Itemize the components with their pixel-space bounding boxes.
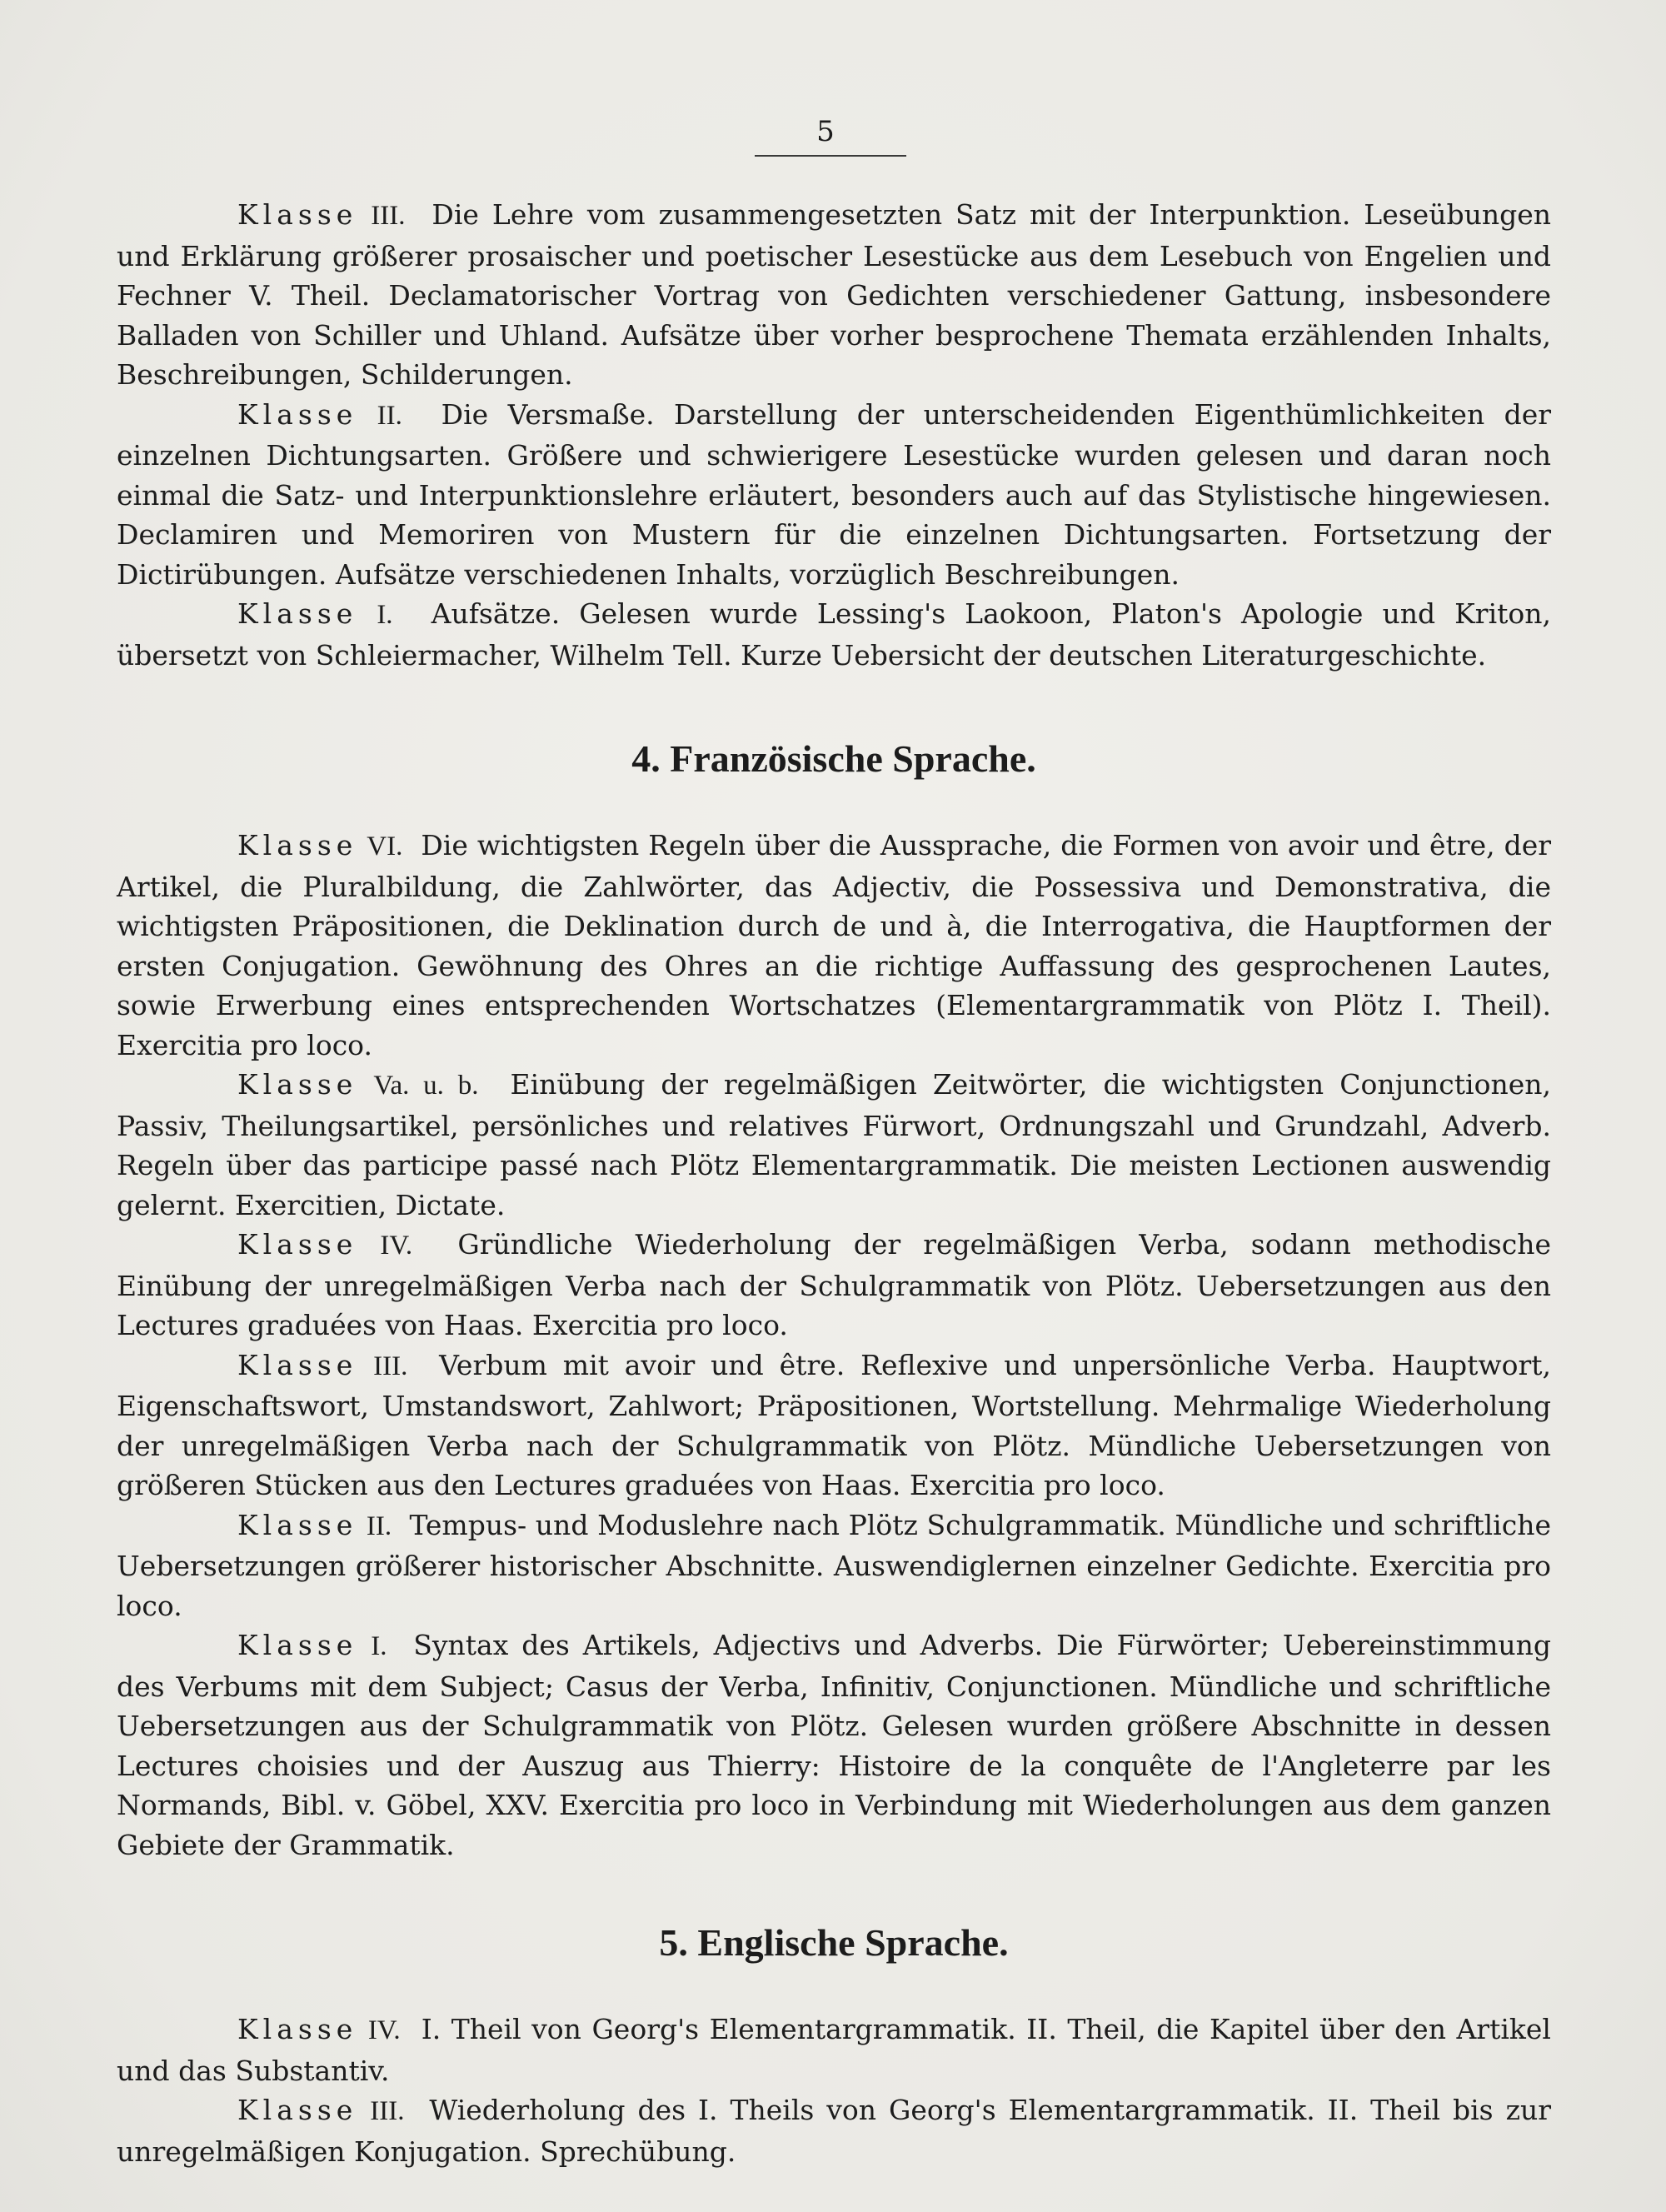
paragraph-english-klasse-iv: Klasse IV. I. Theil von Georg's Elementargrammatik. II. Theil, die Kapitel über den Artikel und das Substantiv. — [117, 2013, 1551, 2087]
paragraph-french-klasse-vi: Klasse VI. Die wichtigsten Regeln über die Aussprache, die Formen von avoir und être, der Artikel, die Pluralbildung, die Zahlwörter, das Adjectiv, die Possessiva und Demonstrativa, die wichtigsten Präpositionen, die Deklination durch de und à, die Interrogativa, die Hauptformen der ersten Conjugation. Gewöhnung des Ohres an die richtige Auffassung des gesprochenen Lautes, sowie Erwerbung eines entsprechenden Wortschatzes (Elementargrammatik von Plötz I. Theil). Exercitia pro loco. — [117, 829, 1551, 1061]
paragraph-deutsch-klasse-i: Klasse I. Aufsätze. Gelesen wurde Lessing's Laokoon, Platon's Apologie und Kriton, übersetzt von Schleiermacher, Wilhelm Tell. Kurze Uebersicht der deutschen Literaturgeschichte. — [117, 597, 1551, 672]
paragraph-french-klasse-iv: Klasse IV. Gründliche Wiederholung der regelmäßigen Verba, sodann methodische Einübung der unregelmäßigen Verba nach der Schulgrammatik von Plötz. Uebersetzungen aus den Lectures graduées von Haas. Exercitia pro loco. — [117, 1228, 1552, 1341]
page-content — [117, 195, 1551, 2171]
paragraph-deutsch-klasse-ii: Klasse II. Die Versmaße. Darstellung der unterscheidenden Eigenthümlichkeiten der einzelnen Dichtungsarten. Größere und schwierigere Lesestücke wurden gelesen und daran noch einmal die Satz- und Interpunktionslehre erläutert, besonders auch auf das Stylistische hingewiesen. Declamiren und Memoriren von Mustern für die einzelnen Dichtungsarten. Fortsetzung der Dictirübungen. Aufsätze verschiedenen Inhalts, vorzüglich Beschreibungen. — [117, 397, 1552, 591]
paragraph-deutsch-klasse-iii: Klasse III. Die Lehre vom zusammengesetzten Satz mit der Interpunktion. Leseübungen und Erklärung größerer prosaischer und poetischer Lesestücke aus dem Lesebuch von Engelien und Fechner V. Theil. Declamatorischer Vortrag von Gedichten verschiedener Gattung, insbesondere Balladen von Schiller und Uhland. Aufsätze über vorher besprochene Themata erzählenden Inhalts, Beschreibungen, Schilderungen. — [117, 198, 1551, 391]
page-number: 5 — [816, 115, 835, 148]
paragraph-french-klasse-ii: Klasse II. Tempus- und Moduslehre nach Plötz Schulgrammatik. Mündliche und schriftliche Uebersetzungen größerer historischer Abschnitte. Auswendiglernen einzelner Gedichte. Exercitia pro loco. — [117, 1508, 1551, 1622]
paragraph-french-klasse-i: Klasse I. Syntax des Artikels, Adjectivs und Adverbs. Die Fürwörter; Uebereinstimmung des Verbums mit dem Subject; Casus der Verba, Infinitiv, Conjunctionen. Mündliche und schriftliche Uebersetzungen aus der Schulgrammatik von Plötz. Gelesen wurden größere Abschnitte in dessen Lectures choisies und der Auszug aus Thierry: Histoire de la conquête de l'Angleterre par les Normands, Bibl. v. Göbel, XXV. Exercitia pro loco in Verbindung mit Wiederholungen aus dem ganzen Gebiete der Grammatik. — [117, 1629, 1551, 1861]
section-heading-english: 5. Englische Sprache. — [659, 1921, 1009, 1964]
paragraph-french-klasse-iii: Klasse III. Verbum mit avoir und être. Reflexive und unpersönliche Verba. Hauptwort, Eigenschaftswort, Umstandswort, Zahlwort; Präpositionen, Wortstellung. Mehrmalige Wiederholung der unregelmäßigen Verba nach der Schulgrammatik von Plötz. Mündliche Uebersetzungen von größeren Stücken aus den Lectures graduées von Haas. Exercitia pro loco. — [117, 1348, 1551, 1501]
section-heading-french: 4. Französische Sprache. — [631, 737, 1036, 780]
paragraph-french-klasse-va-b: Klasse Va. u. b. Einübung der regelmäßigen Zeitwörter, die wichtigsten Conjunctionen, Passiv, Theilungsartikel, persönliches und relatives Fürwort, Ordnungszahl und Grundzahl, Adverb. Regeln über das participe passé nach Plötz Elementargrammatik. Die meisten Lectionen auswendig gelernt. Exercitien, Dictate. — [117, 1068, 1551, 1221]
page-number-rule — [755, 155, 906, 157]
paragraph-english-klasse-iii: Klasse III. Wiederholung des I. Theils von Georg's Elementargrammatik. II. Theil bis zur unregelmäßigen Konjugation. Sprechübung. — [117, 2094, 1551, 2168]
